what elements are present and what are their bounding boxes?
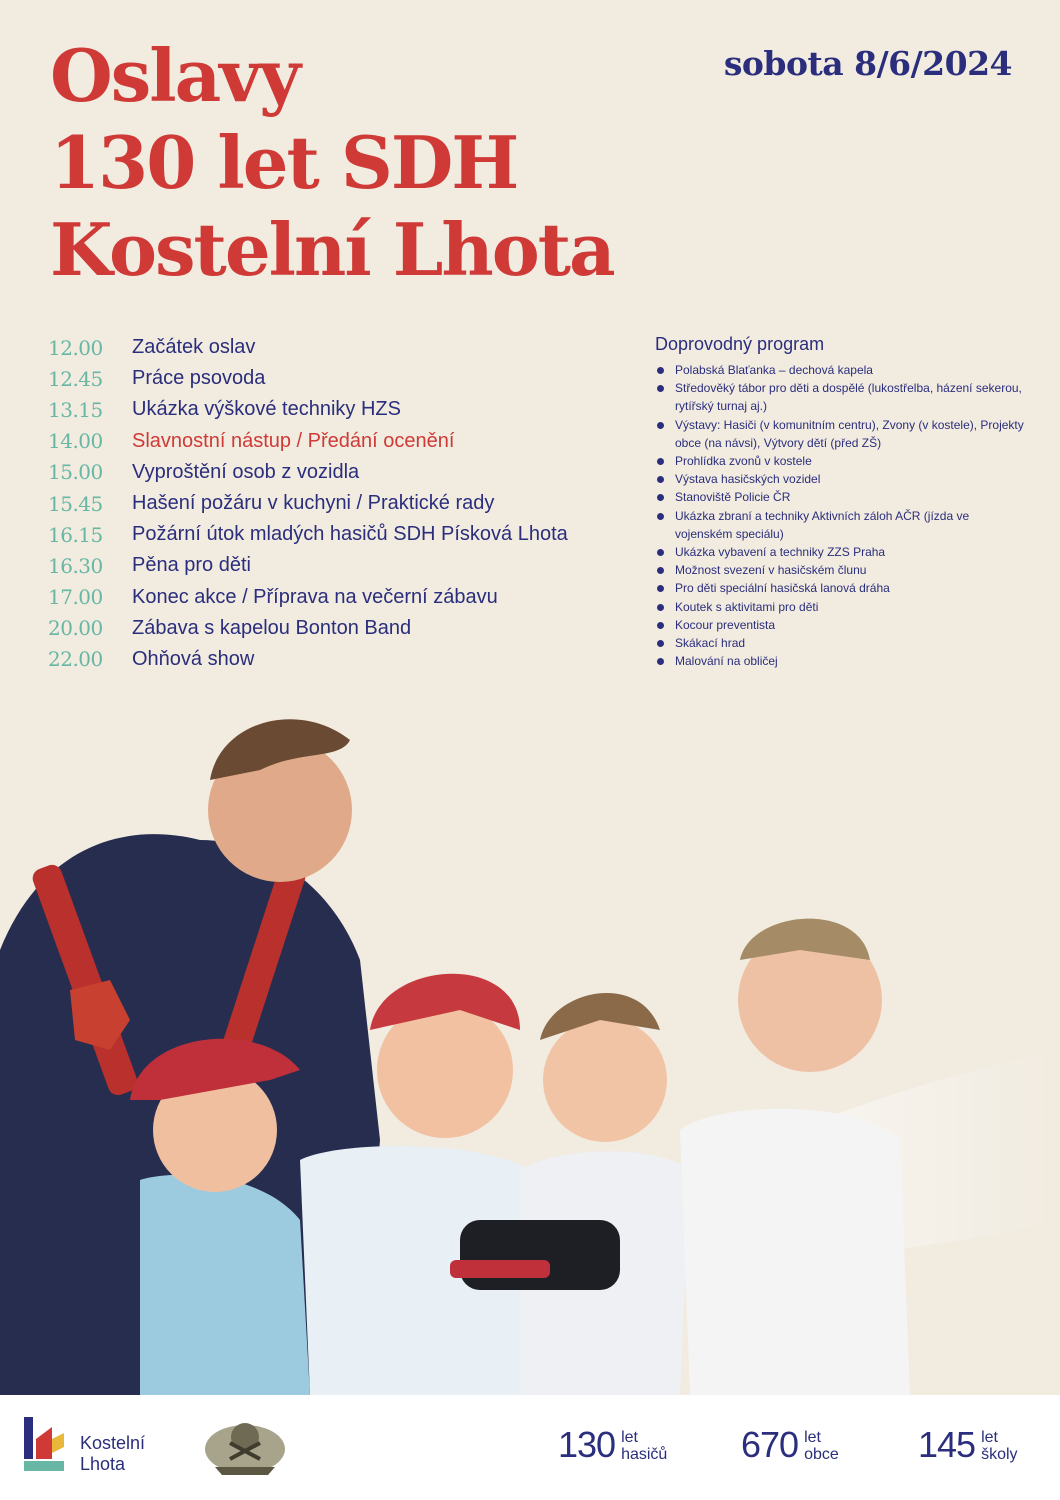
schedule-row: [48, 488, 648, 519]
schedule-time: 20.00: [48, 616, 103, 641]
kostelni-lhota-logo-icon: [24, 1417, 70, 1473]
stat-label-line2: hasičů: [621, 1446, 668, 1463]
side-program-item: Prohlídka zvonů v kostele: [655, 452, 1025, 470]
footer: [0, 1395, 1060, 1500]
schedule-time: 13.15: [48, 397, 103, 422]
schedule-time: 16.30: [48, 553, 103, 578]
side-program-item: Ukázka vybavení a techniky ZZS Praha: [655, 543, 1025, 561]
schedule-time: 14.00: [48, 429, 103, 454]
stat-number: 670: [741, 1424, 799, 1465]
stat-label-line1: let: [621, 1429, 638, 1446]
schedule-event: Požární útok mladých hasičů SDH Písková Lhota: [132, 523, 568, 546]
side-program-item: Skákací hrad: [655, 634, 1025, 652]
title-line-2: 130 let SDH: [50, 120, 518, 205]
schedule-event: Hašení požáru v kuchyni / Praktické rady: [132, 492, 495, 515]
schedule-event: Pěna pro děti: [132, 554, 251, 577]
schedule-time: 22.00: [48, 647, 103, 672]
side-program-item: Polabská Blaťanka – dechová kapela: [655, 361, 1025, 379]
stat-number: 145: [918, 1424, 976, 1465]
schedule-event: Začátek oslav: [132, 336, 256, 359]
firefighter-children-photo: [0, 700, 1060, 1395]
stat-145-years-school: [918, 1425, 1018, 1465]
side-program-item: Pro děti speciální hasičská lanová dráha: [655, 579, 1025, 597]
stat-label-line1: let: [804, 1429, 821, 1446]
side-program-item: Ukázka zbraní a techniky Aktivních záloh AČR (jízda ve vojenském speciálu): [655, 507, 1025, 543]
schedule-row: [48, 457, 648, 488]
schedule-row: [48, 644, 648, 675]
stat-label: [804, 1429, 839, 1463]
side-program-item: Středověký tábor pro děti a dospělé (lukostřelba, házení sekerou, rytířský turnaj aj.): [655, 379, 1025, 415]
stat-label-line1: let: [981, 1429, 998, 1446]
logo-text-line2: Lhota: [80, 1454, 126, 1474]
schedule-time: 17.00: [48, 585, 103, 610]
logo-text: [80, 1433, 145, 1475]
schedule-time: 16.15: [48, 522, 103, 547]
side-program-item: Výstavy: Hasiči (v komunitním centru), Zvony (v kostele), Projekty obce (na návsi), Výtvory dětí (před ZŠ): [655, 416, 1025, 452]
side-program-item: Koutek s aktivitami pro děti: [655, 598, 1025, 616]
schedule-time: 12.00: [48, 335, 103, 360]
side-program-list: [655, 361, 1025, 670]
schedule-row: [48, 394, 648, 425]
schedule-row: [48, 363, 648, 394]
side-program-item: Stanoviště Policie ČR: [655, 488, 1025, 506]
schedule-event: Zábava s kapelou Bonton Band: [132, 616, 412, 639]
schedule-event: Ukázka výškové techniky HZS: [132, 398, 401, 421]
side-program-item: Kocour preventista: [655, 616, 1025, 634]
poster-title: [50, 32, 614, 293]
schedule-row: [48, 550, 648, 581]
schedule-event: Slavnostní nástup / Předání ocenění: [132, 429, 455, 452]
schedule-list: [48, 332, 648, 675]
side-program-item: Malování na obličej: [655, 652, 1025, 670]
stat-number: 130: [558, 1424, 616, 1465]
schedule-time: 15.00: [48, 460, 103, 485]
stat-label-line2: školy: [981, 1446, 1018, 1463]
schedule-row: [48, 582, 648, 613]
schedule-time: 12.45: [48, 366, 103, 391]
side-program-item: Možnost svezení v hasičském člunu: [655, 561, 1025, 579]
schedule-event: Ohňová show: [132, 647, 255, 670]
schedule-event: Práce psovoda: [132, 367, 266, 390]
schedule-row: [48, 519, 648, 550]
fire-brigade-emblem-icon: [200, 1415, 290, 1479]
stat-label-line2: obce: [804, 1446, 839, 1463]
side-program-title: Doprovodný program: [655, 334, 825, 354]
schedule-row: [48, 613, 648, 644]
side-program: [655, 334, 1025, 670]
schedule-row-highlight: [48, 426, 648, 457]
title-line-1: Oslavy: [50, 33, 299, 118]
side-program-item: Výstava hasičských vozidel: [655, 470, 1025, 488]
schedule-event: Konec akce / Příprava na večerní zábavu: [132, 585, 498, 608]
logo-text-line1: Kostelní: [80, 1433, 146, 1453]
schedule-event: Vyproštění osob z vozidla: [132, 460, 360, 483]
stat-130-years-firefighters: [558, 1425, 667, 1465]
event-date: sobota 8/6/2024: [723, 44, 1012, 83]
schedule-time: 15.45: [48, 491, 103, 516]
title-line-3: Kostelní Lhota: [50, 207, 614, 292]
stat-label: [621, 1429, 667, 1463]
schedule-row: [48, 332, 648, 363]
stat-label: [981, 1429, 1017, 1463]
stat-670-years-village: [741, 1425, 839, 1465]
